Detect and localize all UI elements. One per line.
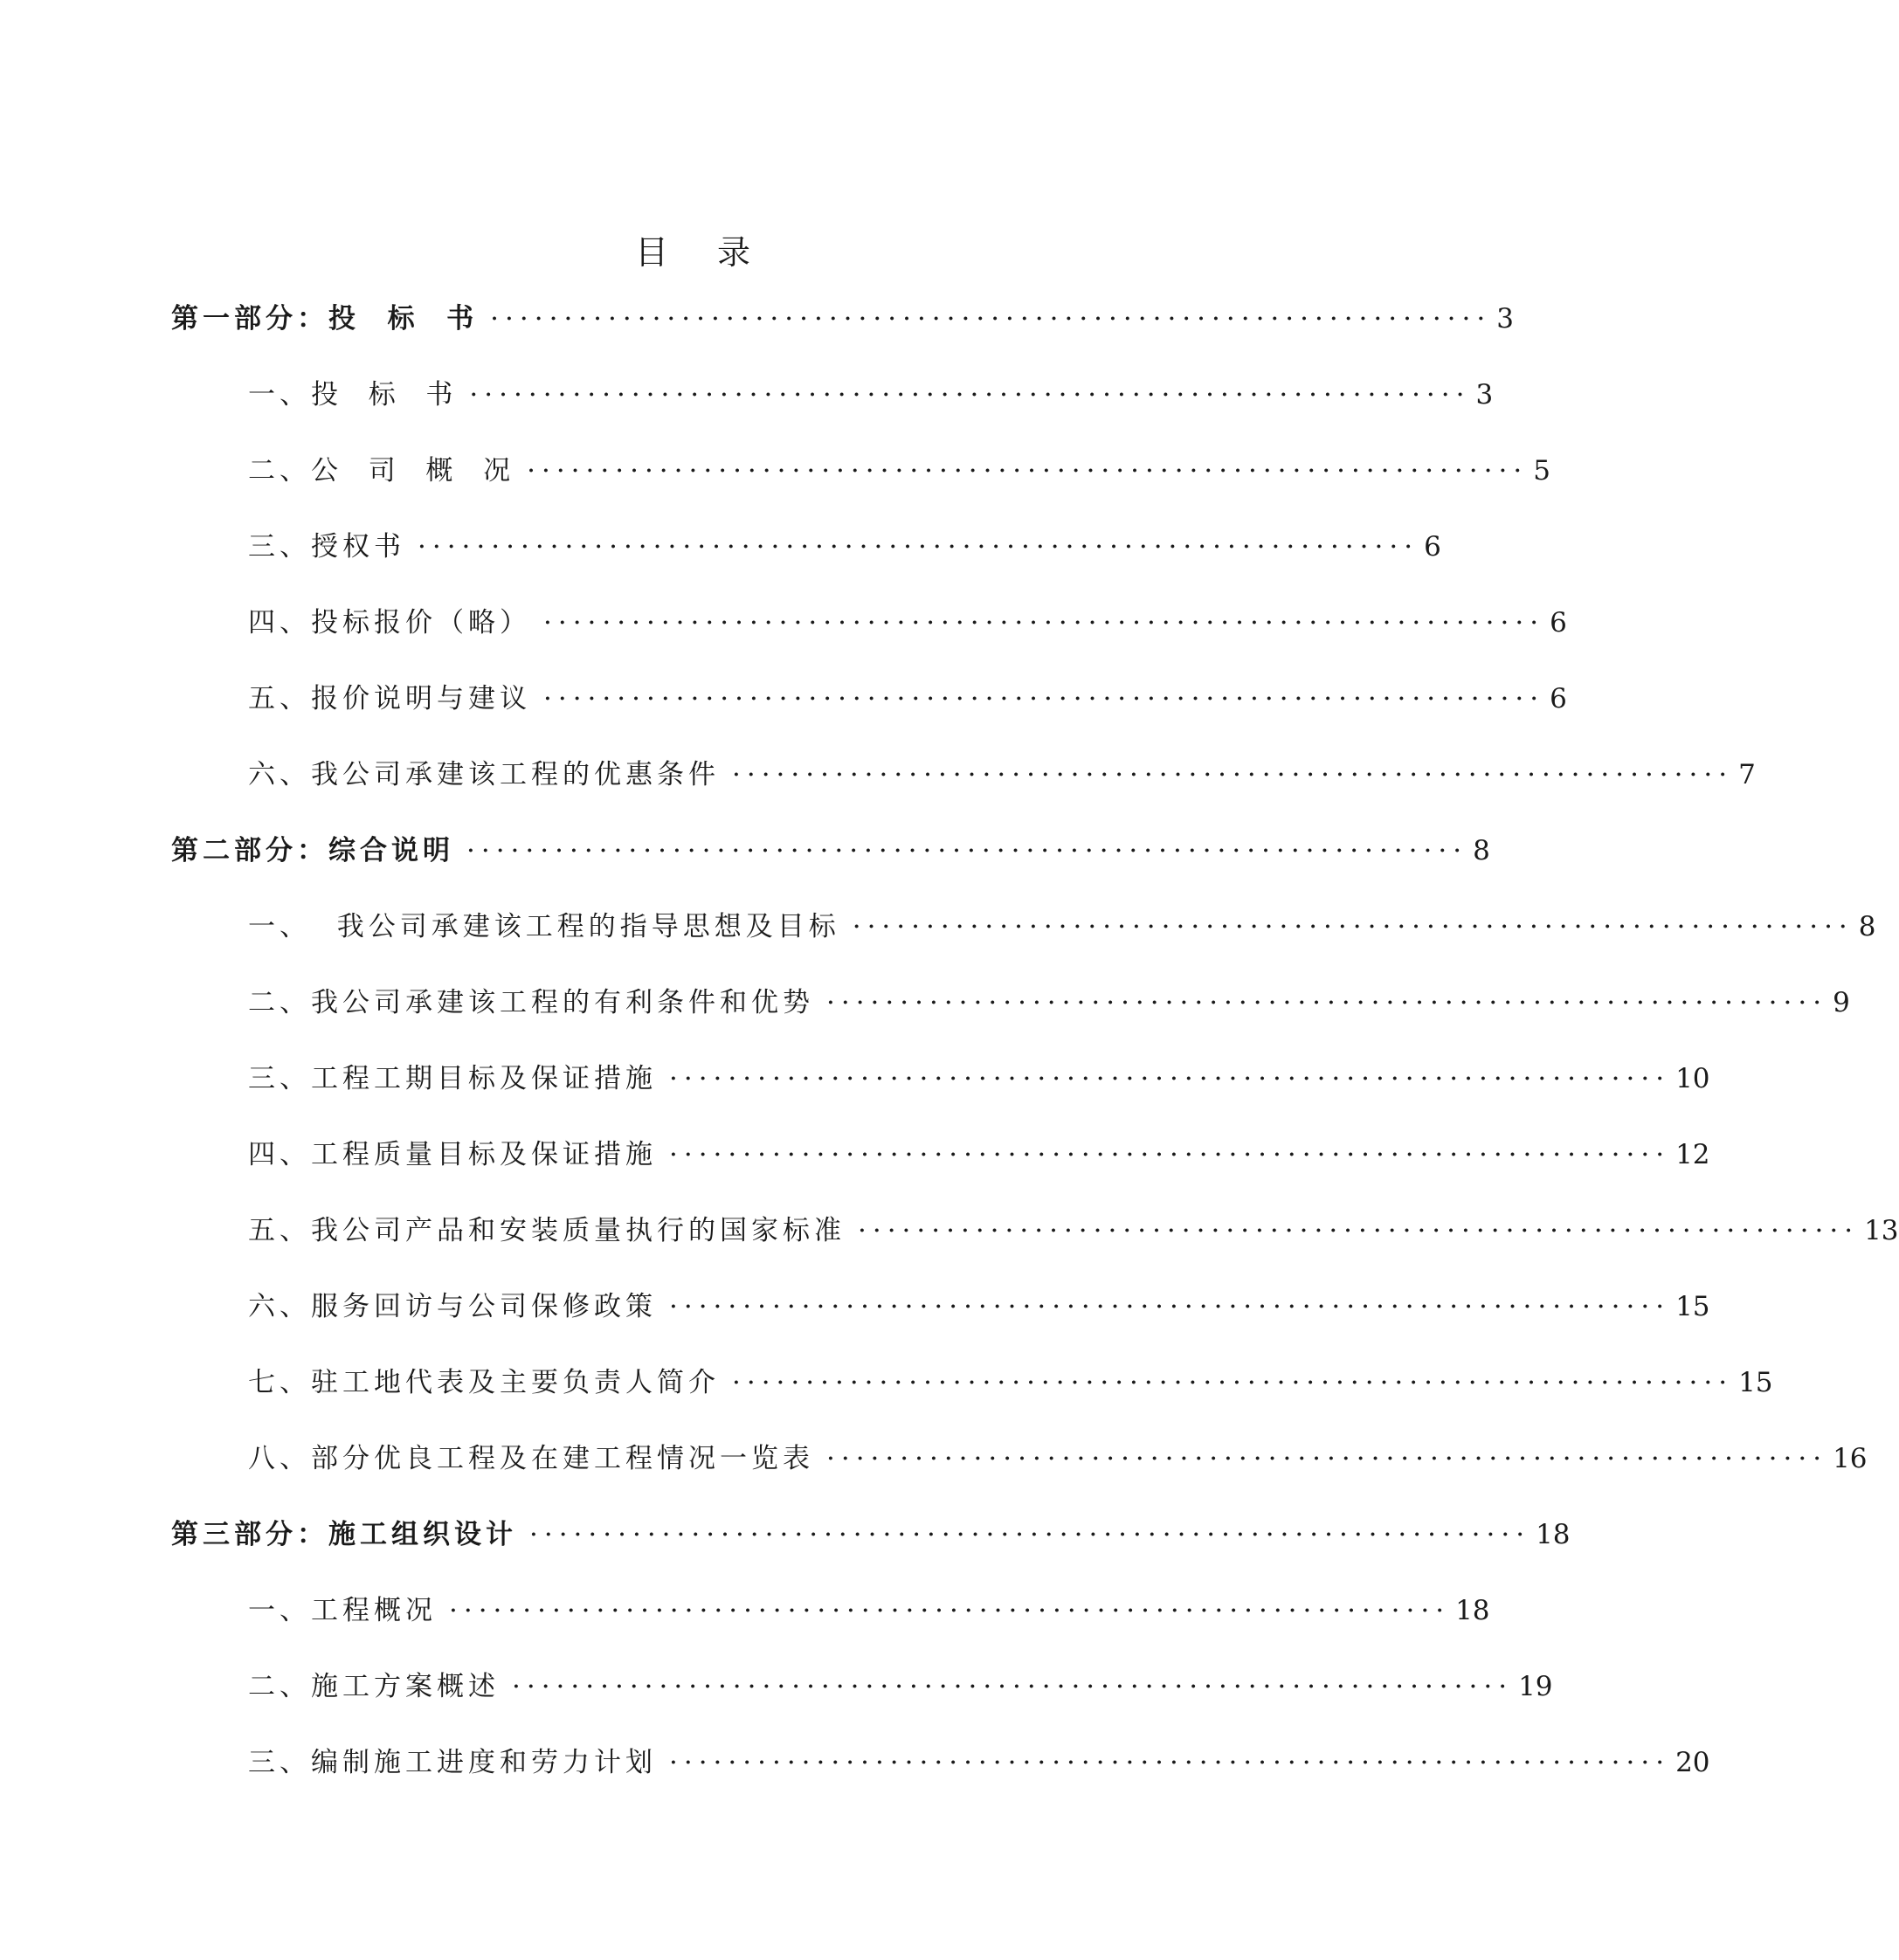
toc-page-number: 3 xyxy=(1496,303,1514,335)
dot-leader: ···································································· xyxy=(543,607,1545,638)
table-of-contents xyxy=(0,297,1899,1817)
toc-entry-label: 五、报价说明与建议 xyxy=(248,683,531,714)
toc-entry[interactable] xyxy=(248,1209,1899,1253)
toc-page-number: 10 xyxy=(1675,1063,1710,1094)
dot-leader: ···································································· xyxy=(669,1291,1671,1322)
toc-page-number: 5 xyxy=(1533,455,1550,487)
dot-leader: ···································································· xyxy=(469,379,1471,411)
dot-leader: ···································································· xyxy=(669,1063,1671,1094)
toc-entry-label: 一、投 标 书 xyxy=(248,379,458,411)
dot-leader: ···································································· xyxy=(826,1443,1828,1474)
toc-entry[interactable] xyxy=(248,677,1567,721)
toc-page-number: 8 xyxy=(1858,911,1876,942)
toc-title: 目 录 xyxy=(634,233,770,272)
toc-entry-label: 三、工程工期目标及保证措施 xyxy=(248,1063,657,1094)
dot-leader: ···································································· xyxy=(858,1215,1860,1246)
toc-entry-label: 一、工程概况 xyxy=(248,1595,437,1626)
toc-entry[interactable] xyxy=(248,525,1441,569)
toc-page-number: 6 xyxy=(1550,607,1567,638)
dot-leader: ···································································· xyxy=(543,683,1545,714)
toc-page-number: 9 xyxy=(1833,987,1850,1018)
toc-entry-label: 七、驻工地代表及主要负责人简介 xyxy=(248,1367,720,1398)
toc-entry[interactable] xyxy=(248,981,1850,1025)
toc-part-3[interactable] xyxy=(171,1513,1571,1556)
toc-page-number: 18 xyxy=(1536,1519,1571,1550)
toc-entry-label: 四、工程质量目标及保证措施 xyxy=(248,1139,657,1170)
dot-leader: ···································································· xyxy=(418,531,1419,562)
toc-entry-label: 五、我公司产品和安装质量执行的国家标准 xyxy=(248,1215,846,1246)
toc-entry-label: 二、施工方案概述 xyxy=(248,1671,500,1702)
toc-entry-label: 六、我公司承建该工程的优惠条件 xyxy=(248,759,720,790)
toc-entry-label: 二、我公司承建该工程的有利条件和优势 xyxy=(248,987,814,1018)
toc-page-number: 19 xyxy=(1518,1671,1553,1702)
toc-entry[interactable] xyxy=(248,1437,1868,1480)
toc-entry[interactable] xyxy=(248,1133,1710,1177)
toc-entry-label: 六、服务回访与公司保修政策 xyxy=(248,1291,657,1322)
dot-leader: ···································································· xyxy=(527,455,1529,487)
toc-entry-label: 一、 我公司承建该工程的指导思想及目标 xyxy=(248,911,840,942)
toc-page-number: 15 xyxy=(1675,1291,1710,1322)
toc-page-number: 13 xyxy=(1864,1215,1899,1246)
toc-part-1[interactable] xyxy=(171,297,1514,341)
toc-entry-label: 二、公 司 概 况 xyxy=(248,455,515,487)
toc-entry[interactable] xyxy=(248,449,1550,493)
toc-entry[interactable] xyxy=(248,753,1756,797)
toc-page-number: 20 xyxy=(1675,1747,1710,1778)
dot-leader: ···································································· xyxy=(512,1671,1514,1702)
dot-leader: ···································································· xyxy=(826,987,1828,1018)
toc-page-number: 16 xyxy=(1833,1443,1868,1474)
toc-page-number: 8 xyxy=(1473,835,1490,866)
toc-entry[interactable] xyxy=(248,1741,1710,1784)
toc-page-number: 3 xyxy=(1475,379,1494,411)
toc-entry-label: 八、部分优良工程及在建工程情况一览表 xyxy=(248,1443,814,1474)
toc-page-number: 15 xyxy=(1738,1367,1773,1398)
toc-entry-label: 第二部分：综合说明 xyxy=(171,835,454,866)
dot-leader: ···································································· xyxy=(669,1747,1671,1778)
toc-page-number: 7 xyxy=(1738,759,1756,790)
dot-leader: ···································································· xyxy=(529,1519,1531,1550)
dot-leader: ···································································· xyxy=(852,911,1854,942)
toc-page-number: 18 xyxy=(1455,1595,1490,1626)
toc-page-number: 12 xyxy=(1675,1139,1710,1170)
toc-page-number: 6 xyxy=(1550,683,1567,714)
toc-entry[interactable] xyxy=(248,1057,1710,1101)
toc-entry-label: 第三部分：施工组织设计 xyxy=(171,1519,517,1550)
toc-entry-label: 四、投标报价（略） xyxy=(248,607,531,638)
dot-leader: ···································································· xyxy=(732,759,1734,790)
dot-leader: ···································································· xyxy=(669,1139,1671,1170)
toc-part-2[interactable] xyxy=(171,829,1490,873)
toc-entry[interactable] xyxy=(248,1665,1553,1708)
toc-entry[interactable] xyxy=(248,1361,1773,1404)
dot-leader: ···································································· xyxy=(449,1595,1451,1626)
toc-entry[interactable] xyxy=(248,373,1494,417)
toc-entry-label: 三、编制施工进度和劳力计划 xyxy=(248,1747,657,1778)
toc-entry[interactable] xyxy=(248,905,1876,949)
toc-entry-label: 三、授权书 xyxy=(248,531,405,562)
toc-entry-label: 第一部分：投 标 书 xyxy=(171,303,479,335)
toc-page-number: 6 xyxy=(1424,531,1441,562)
toc-entry[interactable] xyxy=(248,1285,1710,1329)
dot-leader: ···································································· xyxy=(466,835,1468,866)
dot-leader: ···································································· xyxy=(732,1367,1734,1398)
toc-entry[interactable] xyxy=(248,1589,1490,1632)
dot-leader: ···································································· xyxy=(490,303,1492,335)
toc-entry[interactable] xyxy=(248,601,1567,645)
